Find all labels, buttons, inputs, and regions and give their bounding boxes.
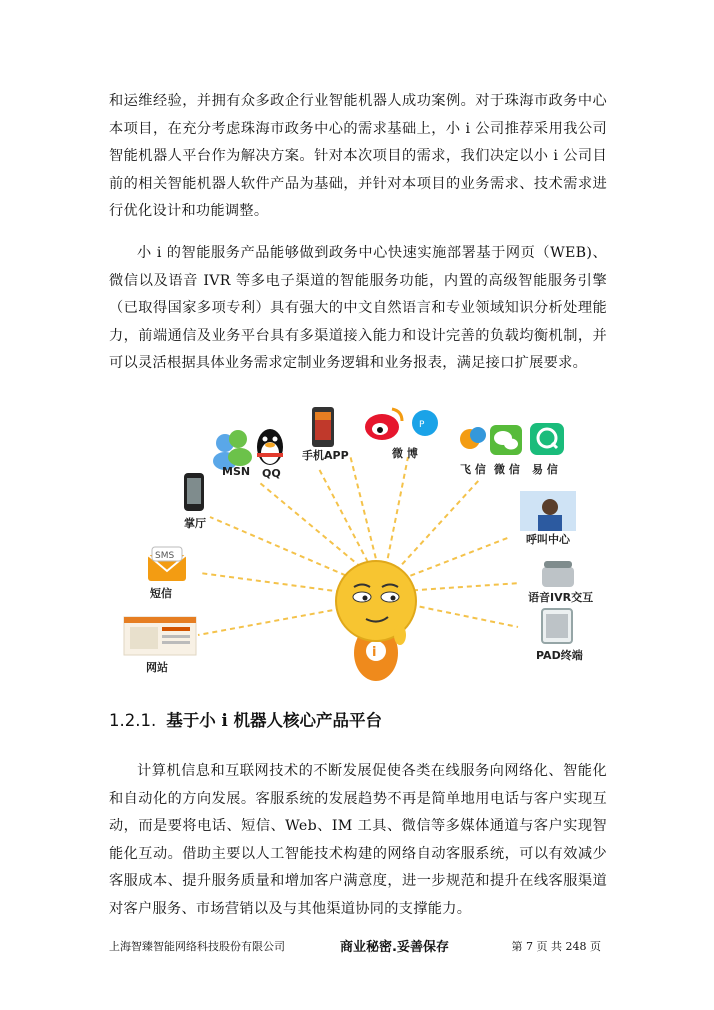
weibo-icon bbox=[365, 409, 438, 440]
footer-company: 上海智臻智能网络科技股份有限公司 bbox=[109, 940, 285, 953]
footer-page-number: 第 7 页 共 248 页 bbox=[511, 940, 601, 953]
label-yixin: 易 信 bbox=[532, 463, 558, 476]
label-hujiao: 呼叫中心 bbox=[526, 533, 570, 546]
website-screenshot-icon bbox=[124, 617, 196, 655]
body-paragraph-3: 计算机信息和互联网技术的不断发展促使各类在线服务向网络化、智能化和自动化的方向发展。客服系统的发展趋势不再是简单地用电话与客户实现互动，而是要将电话、短信、Web、IM 工具、微信等多媒体通道与客户实现智能化互动。借助主要以人工智能技术构建的网络自动客服系统，可以有效减少客服成本、提升服务质量和增加客户满意度，进一步规范和提升在线客服渠道对客户服务、市场营销以及与其他渠道协同的支撑能力。 bbox=[109, 763, 607, 917]
section-title: 基于小 i 机器人核心产品平台 bbox=[166, 711, 382, 730]
yixin-icon bbox=[530, 423, 564, 455]
body-paragraph-1: 和运维经验，并拥有众多政企行业智能机器人成功案例。对于珠海市政务中心本项目，在充分考虑珠海市政务中心的需求基础上，小 i 公司推荐采用我公司智能机器人平台作为解决方案。针对本次项目的需求，我们决定以小 i 公司目前的相关智能机器人软件产品为基础，并针对本项目的业务需求、技术需求进行优化设计和功能调整。 bbox=[109, 93, 607, 219]
footer-confidential: 商业秘密.妥善保存 bbox=[340, 940, 449, 955]
body-paragraph-2: 小 i 的智能服务产品能够做到政务中心快速实施部署基于网页（WEB)、微信以及语音 IVR 等多电子渠道的智能服务功能，内置的高级智能服务引擎（已取得国家多项专利）具有强大的中文自然语言和专业领域知识分析处理能力，前端通信及业务平台具有多渠道接入能力和设计完善的负载均衡机制，并可以灵活根据具体业务需求定制业务逻辑和业务报表，满足接口扩展要求。 bbox=[109, 245, 607, 371]
label-ivr: 语音IVR交互 bbox=[528, 591, 594, 604]
msn-icon bbox=[213, 430, 252, 470]
qq-penguin-icon bbox=[257, 429, 283, 465]
weixin-icon bbox=[490, 425, 522, 455]
telephone-icon bbox=[542, 561, 574, 587]
tablet-icon bbox=[542, 609, 572, 643]
sms-icon-text: SMS bbox=[155, 551, 175, 561]
mobile-app-icon bbox=[312, 407, 334, 447]
feixin-icon bbox=[460, 427, 486, 449]
label-wangzhan: 网站 bbox=[146, 661, 168, 674]
page-footer bbox=[109, 936, 607, 956]
smartphone-icon bbox=[184, 473, 204, 511]
svg-text:i: i bbox=[372, 645, 377, 660]
section-heading bbox=[109, 707, 382, 731]
label-zhangting: 掌厅 bbox=[184, 517, 206, 530]
svg-text:P: P bbox=[419, 420, 425, 430]
label-qq: QQ bbox=[262, 467, 281, 480]
label-duanxin: 短信 bbox=[150, 587, 172, 600]
section-number: 1.2.1. bbox=[109, 711, 157, 730]
call-center-photo-icon bbox=[520, 491, 576, 531]
label-mobile-app: 手机APP bbox=[302, 449, 349, 462]
label-pad: PAD终端 bbox=[536, 649, 583, 662]
label-weibo: 微 博 bbox=[392, 447, 418, 460]
label-weixin: 微 信 bbox=[494, 463, 520, 476]
label-feixin: 飞 信 bbox=[460, 463, 486, 476]
xiaoi-mascot bbox=[336, 561, 416, 681]
label-msn: MSN bbox=[222, 465, 251, 478]
channel-diagram bbox=[110, 395, 610, 685]
